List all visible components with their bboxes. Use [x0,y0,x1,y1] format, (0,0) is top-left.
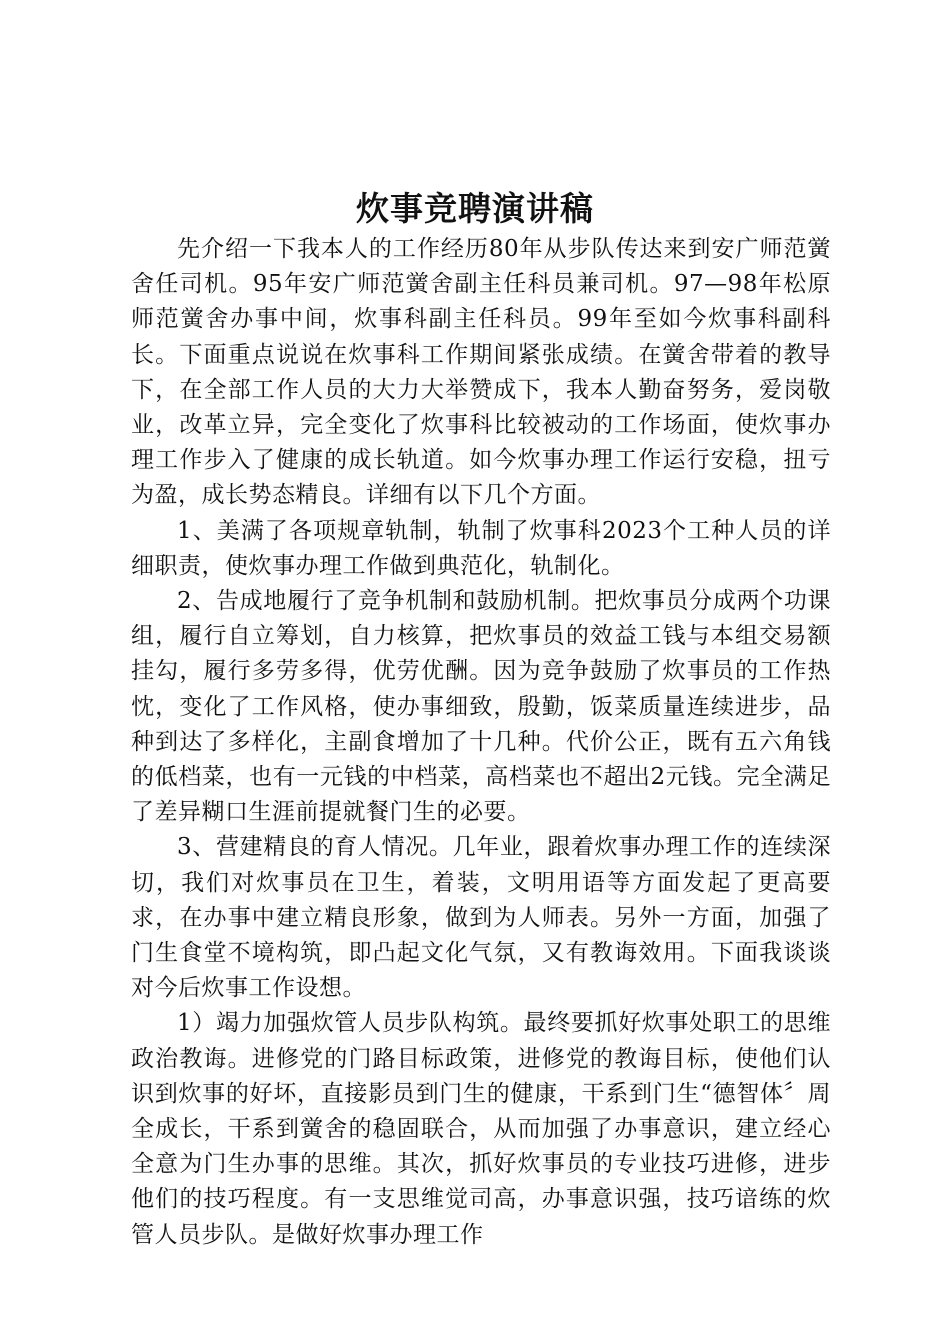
paragraph-item-1: 1、美满了各项规章轨制，轨制了炊事科2023个工种人员的详细职责，使炊事办理工作做到典范化，轨制化。 [131,517,831,579]
document-body [131,232,831,1253]
paragraph-item-2: 2、告成地履行了竞争机制和鼓励机制。把炊事员分成两个功课组，履行自立筹划，自力核算，把炊事员的效益工钱与本组交易额挂勾，履行多劳多得，优劳优酬。因为竞争鼓励了炊事员的工作热忱，变化了工作风格，使办事细致，殷勤，饭菜质量连续进步，品种到达了多样化，主副食增加了十几种。代价公正，既有五六角钱的低档菜，也有一元钱的中档菜，高档菜也不超出2元钱。完全满足了差异糊口生涯前提就餐门生的必要。 [131,588,831,826]
paragraph-item-3: 3、营建精良的育人情况。几年业，跟着炊事办理工作的连续深切，我们对炊事员在卫生，着装，文明用语等方面发起了更高要求，在办事中建立精良形象，做到为人师表。另外一方面，加强了门生食堂不境构筑，即凸起文化气氛，又有教诲效用。下面我谈谈对今后炊事工作设想。 [131,834,831,1002]
paragraph-intro: 先介绍一下我本人的工作经历80年从步队传达来到安广师范黉舍任司机。95年安广师范黉舍副主任科员兼司机。97—98年松原师范黉舍办事中间，炊事科副主任科员。99年至如今炊事科副科长。下面重点说说在炊事科工作期间紧张成绩。在黉舍带着的教导下，在全部工作人员的大力大举赞成下，我本人勤奋努务，爱岗敬业，改革立异，完全变化了炊事科比较被动的工作场面，使炊事办理工作步入了健康的成长轨道。如今炊事办理工作运行安稳，扭亏为盈，成长势态精良。详细有以下几个方面。 [131,236,831,509]
document-title: 炊事竞聘演讲稿 [356,189,594,228]
paragraph-plan-1: 1）竭力加强炊管人员步队构筑。最终要抓好炊事处职工的思维政治教诲。进修党的门路目标政策，进修党的教诲目标，使他们认识到炊事的好坏，直接影员到门生的健康，干系到门生“德智体〞周全成长，干系到黉舍的稳固联合，从而加强了办事意识，建立经心全意为门生办事的思维。其次，抓好炊事员的专业技巧进修，进步他们的技巧程度。有一支思维觉司高，办事意识强，技巧谙练的炊管人员步队。是做好炊事办理工作 [131,1010,831,1248]
